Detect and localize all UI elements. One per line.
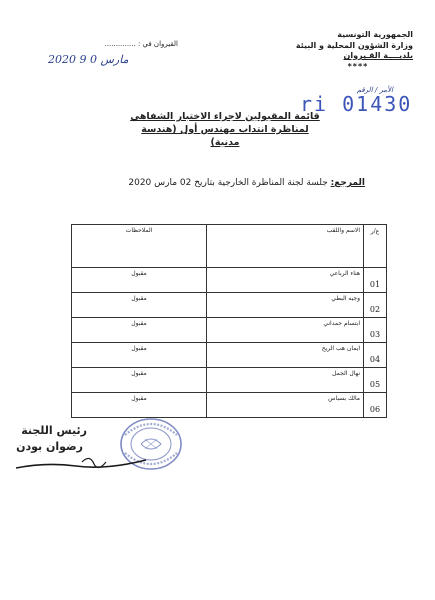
table-header-row [72,225,387,268]
table-row [72,318,387,343]
reference-label: المرجع: [330,178,365,188]
header-stars: **** [347,61,369,71]
reference-line [128,178,365,188]
document-title [130,110,320,149]
row-number: 01 [364,268,387,293]
header-line-municipality: بلديــــة القـيروان [343,51,413,60]
header-line-republic: الجمهورية التونسية [337,30,413,39]
row-name: ايمان هب الريح [207,343,364,368]
handwritten-date: 2020 مارس 0 9 [48,53,129,66]
row-name: نهال الجمل [207,368,364,393]
signature-name: رضوان بودن [16,440,83,453]
row-note: مقبول [72,293,207,318]
row-note: مقبول [72,343,207,368]
signature-scribble [12,450,162,480]
header-num: ع/ر [364,225,387,268]
row-name: وجيه البطي [207,293,364,318]
row-name: ابتسام حمداني [207,318,364,343]
row-note: مقبول [72,393,207,418]
header-notes: الملاحظات [72,225,207,268]
row-note: مقبول [72,318,207,343]
row-note: مقبول [72,268,207,293]
row-number: 04 [364,343,387,368]
ref-stamp-number: ri 01430 [300,92,413,116]
row-number: 06 [364,393,387,418]
row-number: 02 [364,293,387,318]
title-line-1: قائمة المقبولين لاجراء الاختبار الشفاهي [130,111,320,122]
header-name: الاسم واللقب [207,225,364,268]
table-row [72,393,387,418]
table-row [72,368,387,393]
row-name: هناء الرباعي [207,268,364,293]
candidates-table [71,224,387,418]
ref-stamp-label: الأمر / الرقم [356,86,393,94]
signature-title: رئيس اللجنة [21,424,87,437]
institution-header [273,30,413,72]
header-line-ministry: وزارة الشؤون المحلية و البيئة [295,40,413,50]
table-row [72,343,387,368]
row-note: مقبول [72,368,207,393]
reference-text: جلسة لجنة المناظرة الخارجية بتاريخ 02 مارس 2020 [128,178,328,188]
title-line-2: لمناظرة انتداب مهندس أول (هندسة مدنية) [141,124,309,148]
place-date-label: القيروان في : .............. [104,40,178,48]
row-number: 05 [364,368,387,393]
table-row [72,293,387,318]
row-number: 03 [364,318,387,343]
row-name: مالك بسباس [207,393,364,418]
table-row [72,268,387,293]
